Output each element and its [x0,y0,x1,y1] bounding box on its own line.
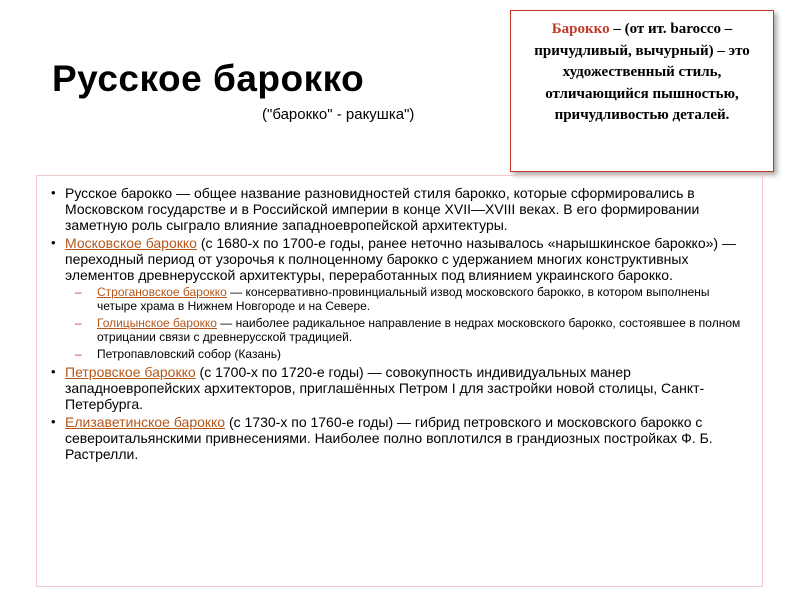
list-item [51,235,752,283]
bullet-icon: • [51,235,56,250]
list-item-text: (с 1700-х по 1720-е годы) — совокупность индивидуальных манер западноевропейских архитекторов, приглашённых Петром I для застройки новой столицы, Санкт-Петербурга. [65,364,705,412]
list-item-text: (с 1730-х по 1760-е годы) — гибрид петровского и московского барокко с североитальянскими привнесениями. Наиболее полно воплотился в грандиозных постройках Ф. Б. Растрелли. [65,414,713,462]
list-item-text: — консервативно-провинциальный извод московского барокко, в котором выполнены четыре храма в Нижнем Новгороде и на Севере. [97,285,710,313]
content-box [36,175,763,587]
link-moscow-baroque[interactable]: Московское барокко [65,235,197,251]
bullet-icon: • [51,364,56,379]
link-petrine-baroque[interactable]: Петровское барокко [65,364,196,380]
definition-box [510,10,774,172]
list-item-text: Русское барокко — общее название разновидностей стиля барокко, которые сформировались в Московском государстве и в Российской империи в конце XVII—XVIII веках. В его формировании заметную роль сыграло влияние западноевропейской архитектуры. [65,185,700,233]
list-item [51,185,752,233]
slide-subtitle: ("барокко" - ракушка") [262,106,415,123]
dash-bullet-icon: – [75,285,82,299]
list-item-text: — наиболее радикальное направление в недрах московского барокко, состоявшее в полном отрицании связи с древнерусской традицией. [97,316,741,344]
list-item [51,364,752,412]
list-subitem [75,347,752,361]
definition-text: – (от ит. barocco – причудливый, вычурный) – это художественный стиль, отличающийся пышностью, причудливостью деталей. [534,21,750,123]
list-item [51,414,752,462]
bullet-icon: • [51,185,56,200]
definition-term: Барокко [551,21,610,37]
bullet-icon: • [51,414,56,429]
slide-title: Русское барокко [52,58,365,99]
dash-bullet-icon: – [75,347,82,361]
list-subitem [75,285,752,313]
list-item-text: (с 1680-х по 1700-е годы, ранее неточно называлось «нарышкинское барокко») — переходный период от узорочья к полноценному барокко с удержанием многих конструктивных элементов древнерусской архитектуры, переработанных под влиянием украинского барокко. [65,235,736,283]
link-golitsyn-baroque[interactable]: Голицынское барокко [97,316,217,330]
list-subitem [75,316,752,344]
list-item-text: Петропавловский собор (Казань) [97,347,281,361]
link-elizabethan-baroque[interactable]: Елизаветинское барокко [65,414,226,430]
link-stroganov-baroque[interactable]: Строгановское барокко [97,285,227,299]
dash-bullet-icon: – [75,316,82,330]
